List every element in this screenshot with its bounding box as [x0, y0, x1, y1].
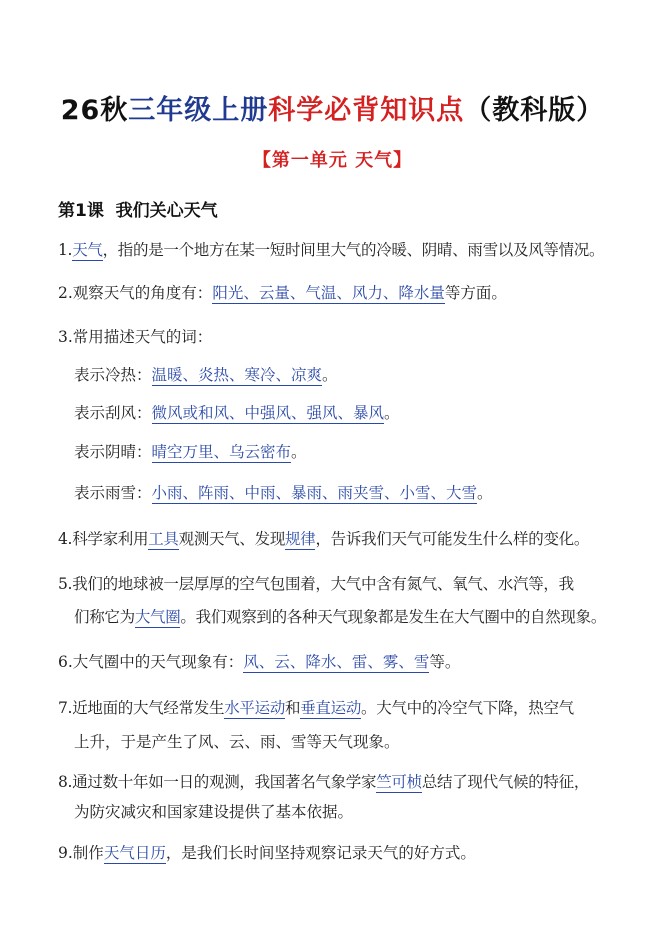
item-number: 4. — [58, 530, 73, 548]
item-text: 等。 — [429, 653, 461, 671]
item-text: 科学家利用 — [72, 530, 149, 548]
row-label: 表示阴晴： — [74, 443, 152, 461]
row-end: 。 — [384, 404, 400, 422]
keyword: 大气圈 — [134, 608, 181, 626]
item-text: 为防灾减灾和国家建设提供了基本依据。 — [74, 803, 354, 821]
keyword: 规律 — [285, 530, 316, 548]
item-number: 9. — [58, 844, 73, 862]
title-part-year: 26秋 — [60, 95, 129, 126]
list-item-3-row-1 — [74, 364, 338, 386]
keyword: 微风或和风、中强风、强风、暴风 — [151, 404, 385, 422]
item-number: 7. — [58, 699, 73, 717]
keyword: 工具 — [148, 530, 179, 548]
item-number: 2. — [58, 284, 73, 302]
keyword: 垂直运动 — [300, 699, 362, 717]
item-text: 大气圈中的天气现象有： — [72, 653, 244, 671]
list-item-3-row-3 — [74, 441, 307, 463]
keyword: 风、云、降水、雷、雾、雪 — [243, 653, 430, 671]
keyword: 天气日历 — [103, 844, 166, 862]
item-number: 8. — [58, 773, 73, 791]
list-item-5-cont — [74, 606, 606, 628]
unit-heading: 【第一单元 天气】 — [252, 150, 413, 171]
keyword: 竺可桢 — [376, 773, 422, 791]
page-title — [0, 88, 665, 127]
title-part-grade: 三年级上册 — [128, 95, 269, 126]
row-end: 。 — [291, 443, 307, 461]
lesson-heading: 第1课 我们关心天气 — [58, 201, 218, 221]
list-item-8 — [58, 771, 589, 793]
row-label: 表示雨雪： — [74, 484, 152, 502]
item-text: 。大气中的冷空气下降，热空气 — [361, 699, 574, 717]
item-text: 观测天气、发现 — [178, 530, 286, 548]
list-item-7-cont — [74, 731, 400, 753]
list-item-9 — [58, 842, 476, 864]
item-text: 观察天气的角度有： — [72, 284, 213, 302]
list-item-3-row-4 — [74, 482, 493, 504]
list-item-1 — [58, 239, 604, 261]
item-text: 和 — [285, 699, 301, 717]
item-text: 总结了现代气候的特征， — [421, 773, 590, 791]
list-item-3-row-2 — [74, 402, 400, 424]
item-text: 。我们观察到的各种天气现象都是发生在大气圈中的自然现象。 — [180, 608, 607, 626]
keyword: 晴空万里、乌云密布 — [151, 443, 292, 461]
keyword: 温暖、炎热、寒冷、凉爽 — [151, 366, 323, 384]
list-item-5 — [58, 573, 574, 595]
title-part-edition: （教科版） — [464, 95, 605, 126]
item-text: ，告诉我们天气可能发生什么样的变化。 — [315, 530, 590, 548]
list-item-7 — [58, 697, 574, 719]
item-text: ，是我们长时间坚持观察记录天气的好方式。 — [165, 844, 476, 862]
item-text: 常用描述天气的词： — [72, 328, 213, 346]
item-text: ，指的是一个地方在某一短时间里大气的冷暖、阴晴、雨雪以及风等情况。 — [102, 241, 605, 259]
list-item-6 — [58, 651, 460, 673]
title-part-subject: 科学必背知识点 — [268, 95, 465, 126]
keyword: 天气 — [72, 241, 103, 259]
item-text: 我们的地球被一层厚厚的空气包围着，大气中含有氮气、氧气、水汽等，我 — [72, 575, 574, 593]
keyword: 水平运动 — [224, 699, 286, 717]
keyword: 小雨、阵雨、中雨、暴雨、雨夹雪、小雪、大雪 — [151, 484, 478, 502]
item-number: 1. — [58, 241, 73, 259]
list-item-4 — [58, 528, 589, 550]
row-label: 表示冷热： — [74, 366, 152, 384]
item-text: 制作 — [72, 844, 104, 862]
item-number: 5. — [58, 575, 73, 593]
item-text: 通过数十年如一日的观测，我国著名气象学家 — [72, 773, 377, 791]
item-text: 近地面的大气经常发生 — [72, 699, 225, 717]
list-item-8-cont — [74, 801, 353, 823]
list-item-3 — [58, 326, 212, 348]
item-text: 等方面。 — [444, 284, 507, 302]
row-end: 。 — [477, 484, 493, 502]
keyword: 阳光、云量、气温、风力、降水量 — [212, 284, 445, 302]
row-label: 表示刮风： — [74, 404, 152, 422]
item-text: 们称它为 — [74, 608, 135, 626]
item-number: 3. — [58, 328, 73, 346]
item-number: 6. — [58, 653, 73, 671]
item-text: 上升，于是产生了风、云、雨、雪等天气现象。 — [74, 733, 400, 751]
row-end: 。 — [322, 366, 338, 384]
list-item-2 — [58, 282, 507, 304]
